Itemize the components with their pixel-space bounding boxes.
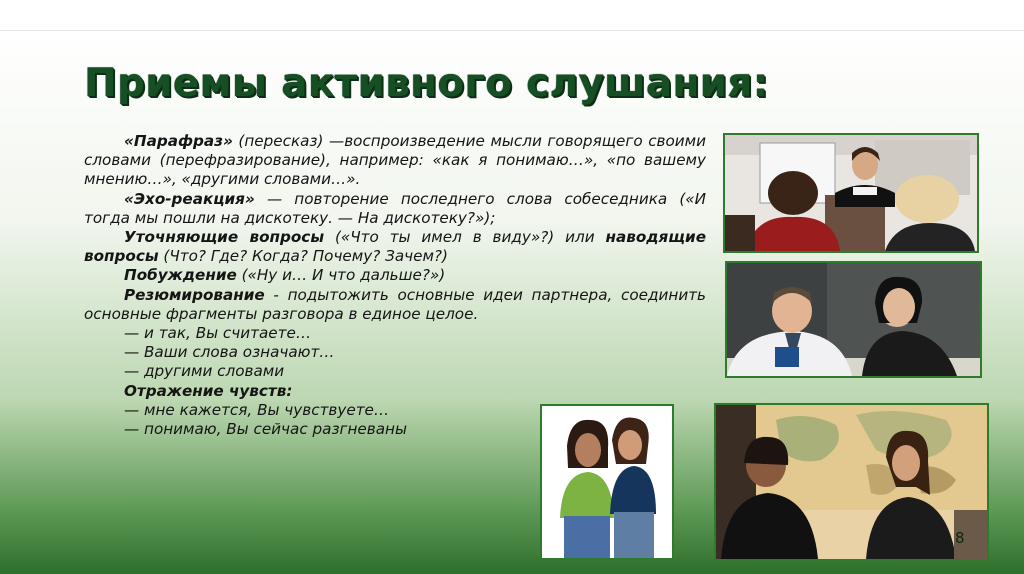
term-summarizing: Резюмирование: [124, 285, 265, 304]
dash-item: — и так, Вы считаете…: [124, 324, 312, 343]
photo-map-discussion: [714, 403, 989, 561]
photo-desk-conversation: [725, 261, 982, 378]
top-strip: [0, 0, 1024, 31]
paragraph-echo: [84, 190, 706, 228]
term-encouragement: Побуждение: [124, 266, 237, 285]
dash-item: — другими словами: [124, 362, 285, 381]
text-leading-questions: (Что? Где? Когда? Почему? Зачем?): [158, 247, 448, 266]
text-paraphrase: (пересказ) —воспроизведение мысли говорящего своими словами (перефразирование), например: «как я понимаю…», «по вашему мнению…», «другими словами…».: [84, 132, 706, 189]
paragraph-summarizing: [84, 286, 706, 324]
paragraph-paraphrase: [84, 132, 706, 190]
term-echo: «Эхо-реакция»: [124, 189, 255, 208]
photo-girls-whispering: [540, 404, 674, 560]
term-clarifying-questions: Уточняющие вопросы: [124, 228, 325, 247]
term-paraphrase: «Парафраз»: [124, 132, 233, 150]
paragraph-questions: [84, 228, 706, 266]
photo-office-meeting: [723, 133, 979, 253]
text-summarizing: - подытожить основные идеи партнера, соединить основные фрагменты разговора в единое целое.: [84, 285, 706, 323]
body-text: [84, 132, 706, 439]
term-feelings: Отражение чувств:: [124, 381, 293, 400]
dash-item: — понимаю, Вы сейчас разгневаны: [124, 420, 407, 439]
slide-title: Приемы активного слушания:: [84, 61, 769, 106]
term-leading-questions: наводящие вопросы: [84, 228, 707, 266]
page-number: 8: [955, 529, 965, 547]
paragraph-encouragement: [84, 266, 706, 285]
dash-item: — мне кажется, Вы чувствуете…: [124, 400, 390, 419]
slide: [0, 31, 1024, 574]
text-encouragement: («Ну и… И что дальше?»): [236, 266, 446, 285]
dash-item: — Ваши слова означают…: [124, 343, 335, 362]
paragraph-feelings: [84, 382, 706, 401]
text-clarifying-questions: («Что ты имел в виду»?) или: [324, 228, 606, 247]
text-echo: — повторение последнего слова собеседника («И тогда мы пошли на дискотеку. — На дискотеку?»);: [84, 189, 706, 227]
